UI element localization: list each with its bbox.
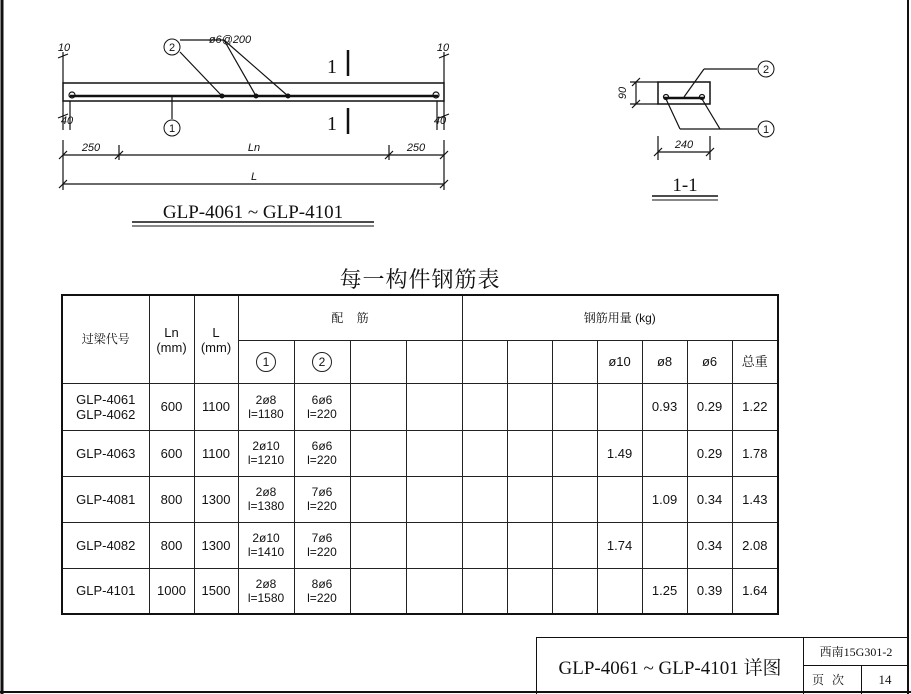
elevation-title: GLP-4061 ~ GLP-4101 [162,202,344,223]
table-row: GLP-4101 1000 1500 2ø8 l=1580 8ø6 l=220 1.25 0.39 1.64 [62,568,778,614]
header-beam-code: 过梁代号 [62,295,149,383]
cover-top-right: 10 [436,42,450,54]
page-number: 14 [878,671,892,687]
stirrup-spec: ø6@200 [208,34,252,46]
header-steel-usage: 钢筋用量 (kg) [462,295,778,340]
atlas-code: 西南15G301-2 [803,638,909,666]
stirrup-dot [220,94,225,99]
section-rebar2-label: 2 [762,64,770,76]
section-dim-width: 240 [674,139,694,151]
header-total: 总重 [732,340,778,383]
rebar-table [61,294,779,615]
table-caption: 每一构件钢筋表 [339,268,501,293]
table-row: GLP-4081 800 1300 2ø8 l=1380 7ø6 l=220 1.09 0.34 1.43 [62,476,778,522]
table-body [62,383,778,614]
dim-total: L [250,171,258,183]
title-block [536,637,909,694]
table-row: GLP-4061 GLP-4062 600 1100 2ø8 l=1180 6ø6 l=220 0.93 0.29 1.22 [62,383,778,430]
header-l: L [194,295,238,340]
beam-elevation [0,0,460,240]
section-mark-bottom: 1 [327,113,337,135]
section-rebar1-label: 1 [762,124,770,136]
dim-mid: Ln [247,142,261,154]
header-d8: ø8 [642,340,687,383]
rebar1-label: 1 [168,123,176,135]
dim-right: 250 [406,142,426,154]
header-reinforcement: 配 筋 [238,295,462,340]
page-label: 页次 [803,665,862,694]
table-row: GLP-4063 600 1100 2ø10 l=1210 6ø6 l=220 1.49 0.29 1.78 [62,430,778,476]
section-title: 1-1 [672,175,698,196]
header-rebar-1: 1 [238,340,294,383]
header-ln: Ln [149,295,194,340]
section-mark-top: 1 [327,56,337,78]
drawing-title: GLP-4061 ~ GLP-4101 详图 [537,638,804,694]
stirrup-dot [286,94,291,99]
cover-bottom-right: 40 [433,115,447,127]
header-d10: ø10 [597,340,642,383]
rebar2-label: 2 [168,42,176,54]
table-row: GLP-4082 800 1300 2ø10 l=1410 7ø6 l=220 1.74 0.34 2.08 [62,522,778,568]
dim-left: 250 [81,142,101,154]
header-ln-unit: (mm) [149,340,194,383]
section-1-1 [600,40,870,260]
stirrup-dot [254,94,259,99]
section-dim-height: 90 [617,86,629,100]
cover-top-left: 10 [57,42,71,54]
header-l-unit: (mm) [194,340,238,383]
header-rebar-2: 2 [294,340,350,383]
cover-bottom-left: 40 [60,115,74,127]
header-d6: ø6 [687,340,732,383]
